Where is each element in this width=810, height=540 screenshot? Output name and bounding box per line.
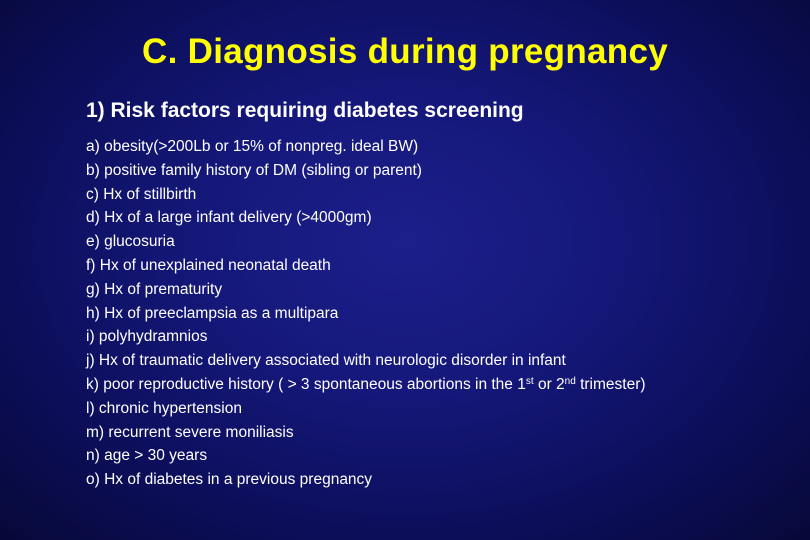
list-item: c) Hx of stillbirth	[86, 185, 197, 203]
list-item: e) glucosuria	[86, 233, 175, 251]
list-item	[86, 373, 646, 397]
list-item: l) chronic hypertension	[86, 399, 242, 417]
ordinal-suffix: nd	[564, 375, 576, 387]
list-item: j) Hx of traumatic delivery associated with neurologic disorder in infant	[86, 352, 566, 370]
section-heading: 1) Risk factors requiring diabetes screening	[86, 99, 524, 122]
list-item: f) Hx of unexplained neonatal death	[86, 256, 331, 274]
ordinal-suffix: st	[525, 375, 534, 387]
list-item: i) polyhydramnios	[86, 328, 208, 346]
list-item: d) Hx of a large infant delivery (>4000gm)	[86, 209, 372, 227]
list-item: a) obesity(>200Lb or 15% of nonpreg. ideal BW)	[86, 138, 419, 155]
list-item-text: or 2	[533, 375, 565, 393]
list-item-text: trimester)	[575, 375, 646, 393]
list-item-text: k) poor reproductive history ( > 3 spontaneous abortions in the 1	[86, 375, 526, 393]
list-item: h) Hx of preeclampsia as a multipara	[86, 304, 339, 322]
list-item: n) age > 30 years	[86, 447, 208, 465]
risk-factor-list	[86, 135, 646, 492]
list-item: g) Hx of prematurity	[86, 280, 223, 298]
list-item: b) positive family history of DM (sibling or parent)	[86, 161, 422, 179]
slide-title: C. Diagnosis during pregnancy	[142, 32, 668, 71]
list-item: m) recurrent severe moniliasis	[86, 423, 294, 441]
list-item: o) Hx of diabetes in a previous pregnancy	[86, 471, 373, 489]
